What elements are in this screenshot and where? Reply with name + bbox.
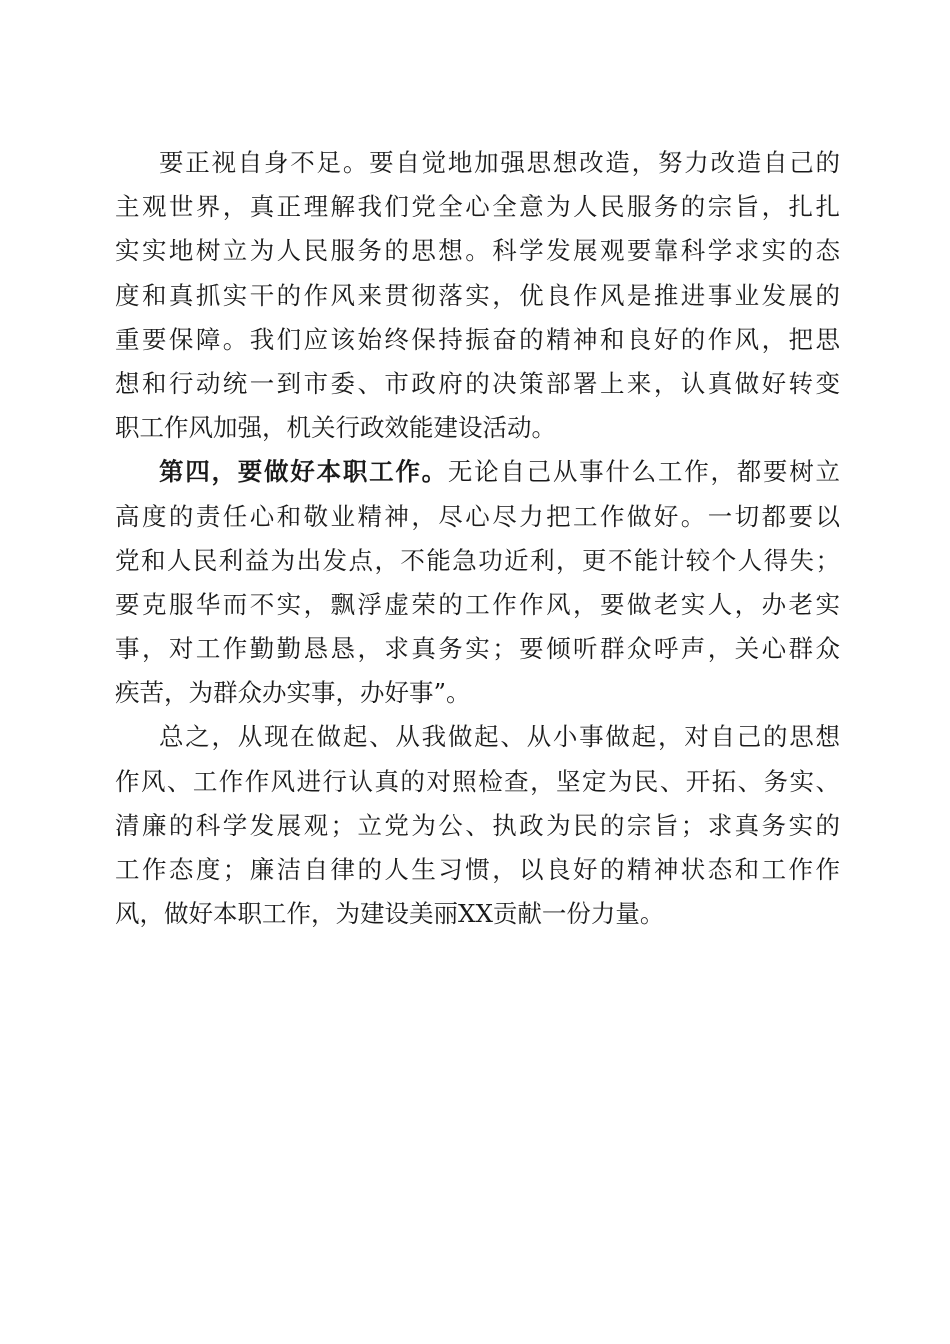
line-text: 无论自己从事什么工作，都要树立 <box>447 457 840 487</box>
text-line: 疾苦，为群众办实事，办好事”。 <box>115 678 471 708</box>
text-line: 作风、工作作风进行认真的对照检查，坚定为民、开拓、务实、 <box>115 766 840 796</box>
text-line: 要克服华而不实，飘浮虚荣的工作作风，要做老实人，办老实 <box>115 589 840 619</box>
text-line: 想和行动统一到市委、市政府的决策部署上来，认真做好转变 <box>115 368 840 398</box>
text-line: 风，做好本职工作，为建设美丽XX贡献一份力量。 <box>115 899 665 929</box>
text-line: 职工作风加强，机关行政效能建设活动。 <box>115 413 556 443</box>
text-line: 党和人民利益为出发点，不能急功近利，更不能计较个人得失； <box>115 545 840 575</box>
text-line: 工作态度；廉洁自律的人生习惯，以良好的精神状态和工作作 <box>115 855 840 884</box>
text-line: 度和真抓实干的作风来贯彻落实，优良作风是推进事业发展的 <box>115 280 840 310</box>
text-line: 高度的责任心和敬业精神，尽心尽力把工作做好。一切都要以 <box>115 501 840 531</box>
text-line: 实实地树立为人民服务的思想。科学发展观要靠科学求实的态 <box>115 236 840 266</box>
text-line: 重要保障。我们应该始终保持振奋的精神和良好的作风，把思 <box>115 324 840 354</box>
section-heading: 第四，要做好本职工作。 <box>159 457 448 487</box>
text-line: 主观世界，真正理解我们党全心全意为人民服务的宗旨，扎扎 <box>115 192 840 222</box>
text-line: 清廉的科学发展观；立党为公、执政为民的宗旨；求真务实的 <box>115 810 840 840</box>
document-body <box>115 141 840 936</box>
text-line: 总之，从现在做起、从我做起、从小事做起，对自己的思想 <box>159 722 840 752</box>
text-line: 要正视自身不足。要自觉地加强思想改造，努力改造自己的 <box>159 148 840 177</box>
text-line: 事，对工作勤勤恳恳，求真务实；要倾听群众呼声，关心群众 <box>115 634 840 664</box>
text-line <box>115 450 840 494</box>
